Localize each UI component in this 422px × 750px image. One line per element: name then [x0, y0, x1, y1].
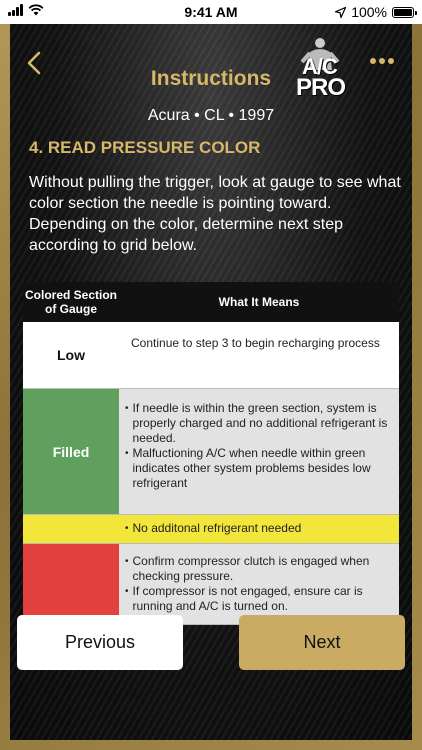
table-row-low — [23, 322, 399, 389]
next-button[interactable]: Next — [239, 615, 405, 670]
previous-button[interactable]: Previous — [17, 615, 183, 670]
row-description: Continue to step 3 to begin recharging process — [119, 322, 399, 388]
bullet-item: • If needle is within the green section, system is properly charged and no additional refrigerant is needed. — [125, 401, 388, 445]
bullet-item: • Confirm compressor clutch is engaged when checking pressure. — [125, 554, 370, 583]
row-description — [119, 544, 399, 624]
bullet-item: • Malfuctioning A/C when needle within green indicates other system problems besides low refrigerant — [125, 446, 371, 490]
step-instructions: Without pulling the trigger, look at gauge to see what color section the needle is pointing toward. Depending on the color, determine next step according to grid below. — [29, 174, 401, 254]
row-color-swatch — [23, 544, 119, 624]
bullet-item: • If compressor is not engaged, ensure car is running and A/C is turned on. — [125, 584, 363, 613]
battery-percentage: 100% — [351, 4, 387, 20]
row-color-swatch — [23, 515, 119, 543]
status-bar — [0, 0, 422, 24]
header-what-it-means: What It Means — [218, 295, 300, 309]
row-label: Low — [23, 322, 119, 388]
ac-pro-logo — [290, 36, 356, 102]
table-row-filled — [23, 389, 399, 515]
logo-text-pro: PRO — [296, 74, 346, 101]
logo-text-ac: A/C — [302, 54, 337, 79]
bullet-item: • No additonal refrigerant needed — [125, 521, 302, 535]
table-row-yellow — [23, 515, 399, 544]
more-options-icon[interactable] — [370, 58, 394, 64]
row-description — [119, 389, 399, 514]
table-header — [23, 282, 399, 322]
status-time: 9:41 AM — [184, 4, 238, 20]
app-screen — [10, 24, 412, 740]
vehicle-info: Acura • CL • 1997 — [147, 107, 275, 124]
gauge-color-table — [23, 282, 399, 625]
location-arrow-icon — [335, 7, 346, 18]
table-row-red — [23, 544, 399, 625]
row-description — [119, 515, 399, 543]
page-title: Instructions — [150, 67, 272, 90]
header-colored-section: Colored Section of Gauge — [25, 288, 118, 316]
row-label: Filled — [23, 389, 119, 514]
status-right — [335, 4, 414, 20]
battery-icon — [392, 7, 414, 18]
step-title: 4. READ PRESSURE COLOR — [29, 138, 261, 157]
